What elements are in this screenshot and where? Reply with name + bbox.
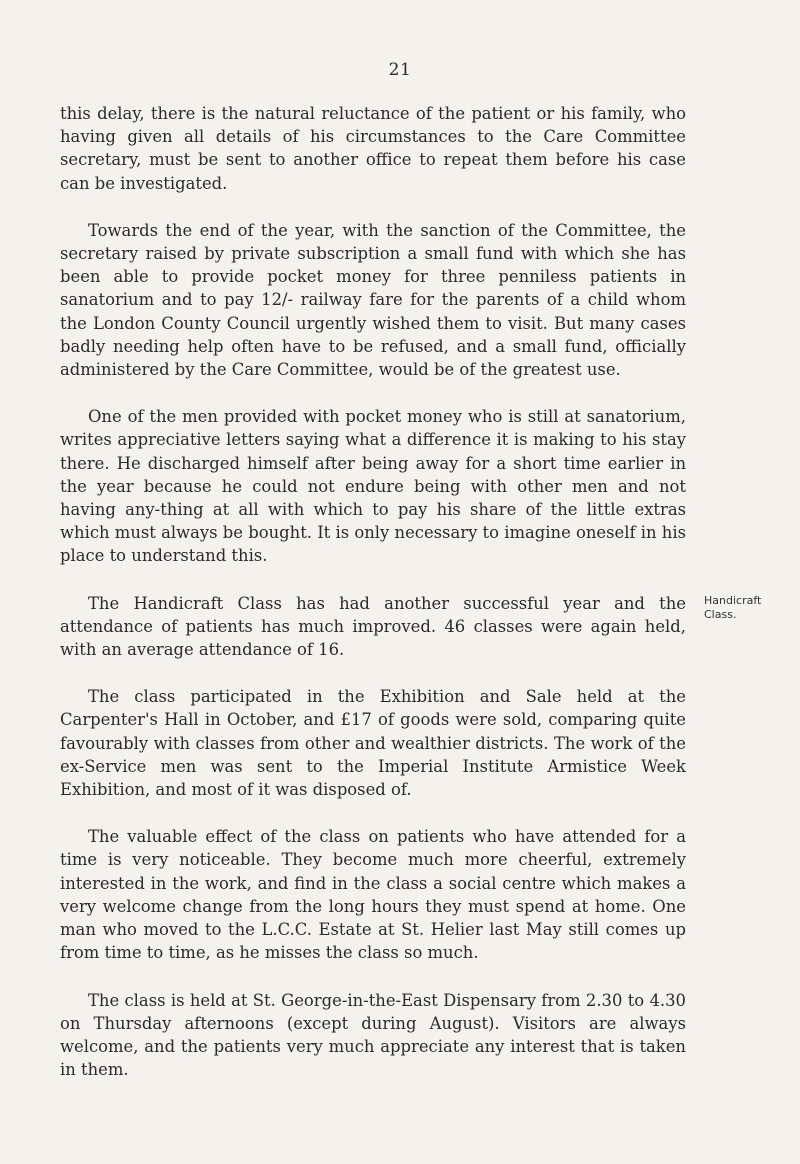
paragraph-5: The class participated in the Exhibition and Sale held at the Carpenter's Hall in October, and £17 of goods were sold, comparing quite favourably with classes from other and wealthier districts. The work of the ex-Service men was sent to the Imperial Institute Armistice Week Exhibition, and most of it was disposed of. xyxy=(60,687,686,800)
paragraph-1: this delay, there is the natural reluctance of the patient or his family, who having given all details of his circumstances to the Care Committee secretary, must be sent to another office to repeat them before his case can be investigated. xyxy=(60,104,686,193)
paragraph-6: The valuable effect of the class on patients who have attended for a time is very noticeable. They become much more cheerful, extremely interested in the work, and find in the class a social centre which makes a very welcome change from the long hours they must spend at home. One man who moved to the L.C.C. Estate at St. Helier last May still comes up from time to time, as he misses the class so much. xyxy=(60,827,686,963)
page-number: 21 xyxy=(388,60,412,80)
paragraph-7: The class is held at St. George-in-the-East Dispensary from 2.30 to 4.30 on Thursday afternoons (except during August). Visitors are always welcome, and the patients very much appreciate any interest that is taken in them. xyxy=(60,990,686,1080)
paragraph-3: One of the men provided with pocket money who is still at sanatorium, writes appreciative letters saying what a difference it is making to his stay there. He discharged himself after being away for a short time earlier in the year because he could not endure being with other men and not having any-thing at all with which to pay his share of the little extras which must always be bought. It is only necessary to imagine oneself in his place to understand this. xyxy=(60,407,686,566)
margin-note xyxy=(704,594,794,622)
margin-note-line-2: Class. xyxy=(704,608,737,621)
body-text xyxy=(60,102,686,1105)
paragraph-2: Towards the end of the year, with the sanction of the Committee, the secretary raised by private subscription a small fund with which she has been able to provide pocket money for three penniless patients in sanatorium and to pay 12/- railway fare for the parents of a child whom the London County Council urgently wished them to visit. But many cases badly needing help often have to be refused, and a small fund, officially administered by the Care Committee, would be of the greatest use. xyxy=(60,220,686,380)
paragraph-handicraft-intro: The Handicraft Class has had another successful year and the attendance of patients has much improved. 46 classes were again held, with an average attendance of 16. xyxy=(60,593,686,660)
margin-note-line-1: Handicraft xyxy=(704,594,762,607)
